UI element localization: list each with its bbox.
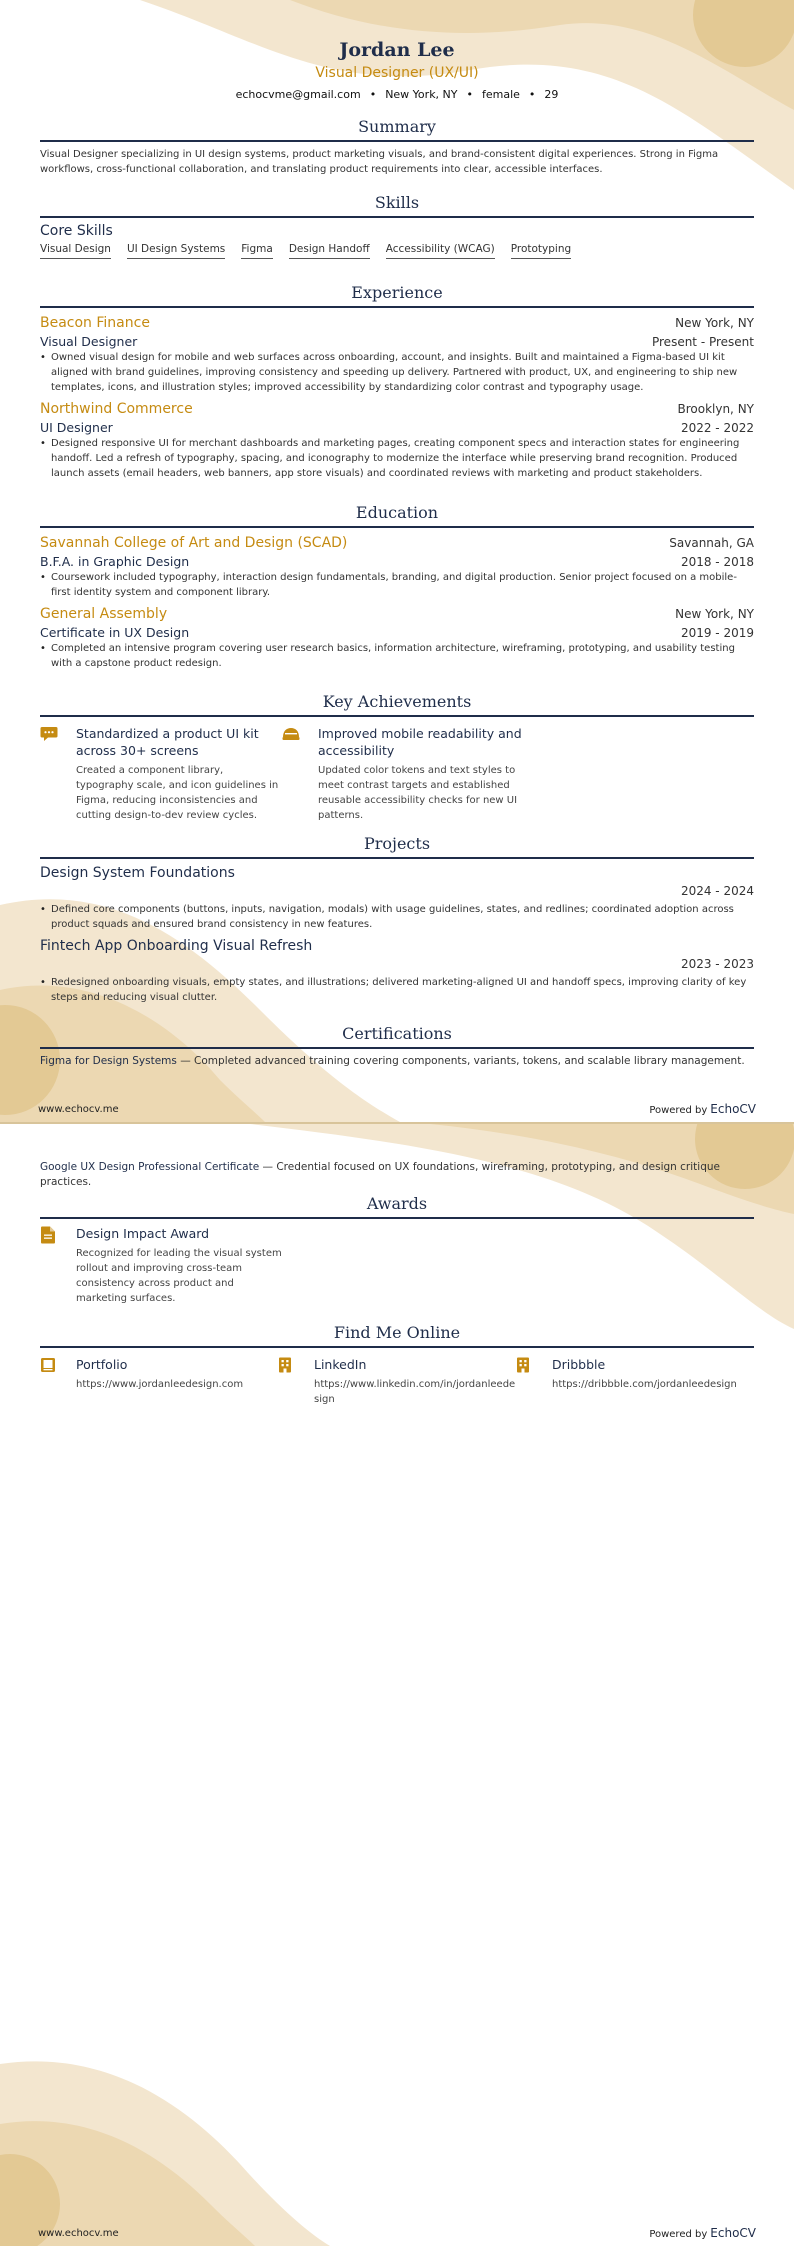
chat-bubble-icon xyxy=(40,725,66,823)
footer-powered-by xyxy=(649,1102,756,1116)
summary-heading: Summary xyxy=(40,117,754,142)
achievements-heading: Key Achievements xyxy=(40,692,754,717)
projects-heading: Projects xyxy=(40,834,754,859)
education-dates: 2019 - 2019 xyxy=(680,626,754,640)
book-icon xyxy=(40,1356,66,1407)
separator-dot: • xyxy=(528,88,536,101)
awards-grid xyxy=(40,1225,754,1306)
certification-description: Credential focused on UX foundations, wireframing, prototyping, and design critique practices. xyxy=(40,1161,720,1188)
job-dates: Present - Present xyxy=(651,335,754,349)
education-bullet: • Coursework included typography, interaction design fundamentals, branding, and digital production. Senior project focused on a mobile-first identity system and component library. xyxy=(40,570,754,600)
education-entry xyxy=(40,605,754,671)
school-name: Savannah College of Art and Design (SCAD) xyxy=(40,535,348,551)
experience-entry xyxy=(40,314,754,395)
award-description: Recognized for leading the visual system rollout and improving cross-team consistency across product and marketing surfaces. xyxy=(76,1248,282,1304)
school-name: General Assembly xyxy=(40,606,168,622)
achievement-item xyxy=(282,725,524,823)
education-heading: Education xyxy=(40,503,754,528)
skills-heading: Skills xyxy=(40,193,754,218)
project-entry xyxy=(40,937,754,1005)
certifications-continued xyxy=(40,1160,754,1190)
awards-heading: Awards xyxy=(40,1194,754,1219)
separator-dot: • xyxy=(466,88,473,101)
age: 29 xyxy=(544,88,559,101)
certification-item xyxy=(40,1160,754,1190)
awards-section xyxy=(40,1194,754,1306)
achievement-title: Standardized a product UI kit across 30+ screens xyxy=(76,726,259,758)
candidate-name: Jordan Lee xyxy=(339,39,455,61)
degree: Certificate in UX Design xyxy=(40,625,190,640)
online-link-label: Dribbble xyxy=(552,1357,606,1372)
job-dates: 2022 - 2022 xyxy=(680,421,754,435)
education-section xyxy=(40,503,754,671)
achievement-description: Created a component library, typography scale, and icon guidelines in Figma, reducing inconsistencies and cutting design-to-dev review cycles. xyxy=(76,765,279,821)
email[interactable]: echocvme@gmail.com xyxy=(235,88,361,101)
certification-description: Completed advanced training covering components, variants, tokens, and scalable library management. xyxy=(194,1055,745,1067)
brand-logo-text[interactable]: EchoCV xyxy=(710,1102,756,1116)
brand-logo-text[interactable]: EchoCV xyxy=(710,2226,756,2240)
job-role: UI Designer xyxy=(40,420,113,435)
projects-section xyxy=(40,834,754,1005)
document-icon xyxy=(40,1225,66,1306)
footer-website[interactable]: www.echocv.me xyxy=(38,2228,119,2239)
resume-page-1 xyxy=(0,0,794,1122)
building-icon xyxy=(278,1356,304,1407)
skill-tag: Prototyping xyxy=(511,243,571,259)
gender: female xyxy=(482,88,520,101)
project-title: Design System Foundations xyxy=(40,865,235,881)
online-link-dribbble[interactable] xyxy=(516,1356,754,1407)
experience-section xyxy=(40,283,754,481)
project-dates: 2024 - 2024 xyxy=(680,884,754,898)
powered-by-text: Powered by xyxy=(649,1105,708,1116)
skills-section xyxy=(40,193,754,259)
school-location: Savannah, GA xyxy=(669,536,754,550)
certification-name: Google UX Design Professional Certificate xyxy=(40,1161,260,1173)
achievement-title: Improved mobile readability and accessibility xyxy=(318,726,522,758)
helmet-icon xyxy=(282,725,308,823)
award-item xyxy=(40,1225,282,1306)
skills-list xyxy=(40,243,754,259)
company-name: Northwind Commerce xyxy=(40,401,193,417)
degree: B.F.A. in Graphic Design xyxy=(40,554,190,569)
skill-tag: Design Handoff xyxy=(289,243,370,259)
project-dates: 2023 - 2023 xyxy=(680,957,754,971)
online-heading: Find Me Online xyxy=(40,1323,754,1348)
online-link-portfolio[interactable] xyxy=(40,1356,278,1407)
achievement-item xyxy=(40,725,282,823)
skills-group-title: Core Skills xyxy=(40,223,113,239)
education-entry xyxy=(40,534,754,600)
education-bullet: • Completed an intensive program covering user research basics, information architecture, wireframing, prototyping, and usability testing with a capstone product redesign. xyxy=(40,641,754,671)
achievement-description: Updated color tokens and text styles to meet contrast targets and established reusable accessibility checks for new UI patterns. xyxy=(318,765,518,821)
certifications-heading: Certifications xyxy=(40,1024,754,1049)
certification-dash: — xyxy=(262,1161,273,1173)
education-dates: 2018 - 2018 xyxy=(680,555,754,569)
company-location: New York, NY xyxy=(675,316,754,330)
company-location: Brooklyn, NY xyxy=(677,402,754,416)
separator-dot: • xyxy=(369,88,377,101)
job-bullet: • Owned visual design for mobile and web surfaces across onboarding, account, and insights. Built and maintained a Figma-based UI kit aligned with brand guidelines, improving consistency and speeding up delivery. Partnered with product, UX, and engineering to ship new templates, icons, and illustration styles; improved accessibility by standardizing color contrast and typography usage. xyxy=(40,350,754,395)
project-bullet: • Defined core components (buttons, inputs, navigation, modals) with usage guidelines, states, and redlines; coordinated adoption across product squads and ensured brand consistency in new features. xyxy=(40,902,754,932)
summary-section xyxy=(40,117,754,177)
certification-name: Figma for Design Systems xyxy=(40,1055,177,1067)
experience-heading: Experience xyxy=(40,283,754,308)
candidate-title: Visual Designer (UX/UI) xyxy=(315,65,479,81)
online-link-url[interactable]: https://www.jordanleedesign.com xyxy=(76,1379,244,1390)
online-link-linkedin[interactable] xyxy=(278,1356,516,1407)
skill-tag: Visual Design xyxy=(40,243,111,259)
skill-tag: Accessibility (WCAG) xyxy=(386,243,495,259)
project-bullet: • Redesigned onboarding visuals, empty states, and illustrations; delivered marketing-aligned UI and handoff specs, improving clarity of key steps and reducing visual clutter. xyxy=(40,975,754,1005)
powered-by-text: Powered by xyxy=(649,2229,708,2240)
resume-header xyxy=(40,38,754,102)
school-location: New York, NY xyxy=(675,607,754,621)
certifications-section xyxy=(40,1024,754,1069)
online-link-label: LinkedIn xyxy=(314,1357,367,1372)
building-icon xyxy=(516,1356,542,1407)
location: New York, NY xyxy=(385,88,458,101)
footer-website[interactable]: www.echocv.me xyxy=(38,1104,119,1115)
skill-tag: UI Design Systems xyxy=(127,243,225,259)
online-links-grid xyxy=(40,1356,754,1407)
online-section xyxy=(40,1323,754,1407)
company-name: Beacon Finance xyxy=(40,315,150,331)
achievements-section xyxy=(40,692,754,823)
skill-tag: Figma xyxy=(241,243,273,259)
certification-item xyxy=(40,1054,754,1069)
footer-powered-by xyxy=(649,2226,756,2240)
achievements-grid xyxy=(40,725,754,823)
online-link-url[interactable]: https://www.linkedin.com/in/jordanleedesign xyxy=(314,1379,516,1405)
online-link-url[interactable]: https://dribbble.com/jordanleedesign xyxy=(552,1379,737,1390)
job-bullet: • Designed responsive UI for merchant dashboards and marketing pages, creating component specs and interaction states for engineering handoff. Led a refresh of typography, spacing, and iconography to modernize the interface while preserving brand recognition. Produced launch assets (email headers, web banners, app store visuals) and coordinated reviews with marketing and product stakeholders. xyxy=(40,436,754,481)
summary-text: Visual Designer specializing in UI design systems, product marketing visuals, and brand-consistent digital experiences. Strong in Figma workflows, cross-functional collaboration, and translating product requirements into clear, accessible interfaces. xyxy=(40,149,719,175)
award-title: Design Impact Award xyxy=(76,1226,210,1241)
online-link-label: Portfolio xyxy=(76,1357,128,1372)
contact-line xyxy=(40,88,754,102)
job-role: Visual Designer xyxy=(40,334,138,349)
project-title: Fintech App Onboarding Visual Refresh xyxy=(40,938,313,954)
certification-dash: — xyxy=(180,1055,191,1067)
resume-page-2 xyxy=(0,1124,794,2246)
project-entry xyxy=(40,864,754,932)
experience-entry xyxy=(40,400,754,481)
